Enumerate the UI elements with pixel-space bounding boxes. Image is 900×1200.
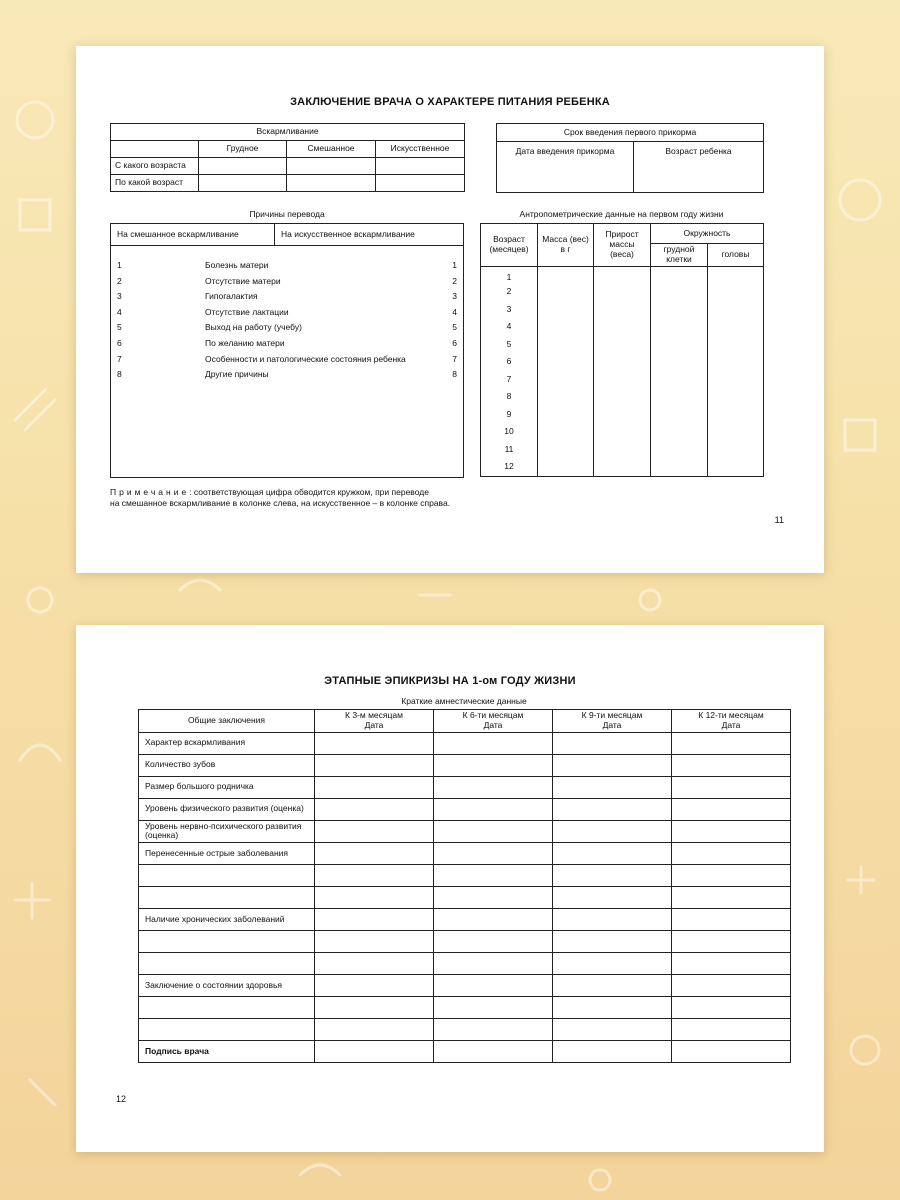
epicrisis-cell[interactable] xyxy=(434,754,553,776)
epicrisis-cell[interactable] xyxy=(434,953,553,975)
feeding-cell[interactable] xyxy=(287,158,376,175)
epicrisis-row xyxy=(139,975,791,997)
footnote-text: : соответствующая цифра обводится кружком, при переводе xyxy=(189,487,429,497)
epicrisis-cell[interactable] xyxy=(315,754,434,776)
epicrisis-row xyxy=(139,1041,791,1063)
anthro-col-chest: грудной клетки xyxy=(651,244,708,267)
col-3-months: К 3-м месяцам Дата xyxy=(315,710,434,733)
row-label xyxy=(139,953,315,975)
epicrisis-cell[interactable] xyxy=(315,931,434,953)
anthro-age: 11 xyxy=(481,441,538,459)
reason-item[interactable] xyxy=(111,307,463,321)
reason-number-mixed[interactable]: 4 xyxy=(117,306,122,317)
epicrisis-cell[interactable] xyxy=(315,1041,434,1063)
epicrisis-row xyxy=(139,997,791,1019)
epicrisis-cell[interactable] xyxy=(672,931,791,953)
epicrisis-cell[interactable] xyxy=(672,732,791,754)
reasons-col-artificial: На искусственное вскармливание xyxy=(281,229,415,239)
anthro-col-mass: Масса (вес) в г xyxy=(538,224,594,267)
anthro-cell[interactable] xyxy=(708,389,764,407)
anthro-cell[interactable] xyxy=(594,319,651,337)
row-label: Уровень физического развития (оценка) xyxy=(139,798,315,820)
epicrisis-row xyxy=(139,887,791,909)
anthro-cell[interactable] xyxy=(651,389,708,407)
anthro-cell[interactable] xyxy=(651,284,708,302)
row-label: Перенесенные острые заболевания xyxy=(139,843,315,865)
epicrisis-cell[interactable] xyxy=(672,887,791,909)
anthro-age: 1 xyxy=(481,266,538,284)
anthro-age: 7 xyxy=(481,371,538,389)
anthro-age: 8 xyxy=(481,389,538,407)
anthro-age: 6 xyxy=(481,354,538,372)
reason-number-mixed[interactable]: 5 xyxy=(117,322,122,333)
epicrisis-cell[interactable] xyxy=(672,1019,791,1041)
reason-text: Гипогалактия xyxy=(205,291,258,302)
epicrisis-cell[interactable] xyxy=(434,798,553,820)
epicrisis-cell[interactable] xyxy=(672,776,791,798)
footnote-label: Примечание xyxy=(110,487,190,497)
reason-number-mixed[interactable]: 2 xyxy=(117,275,122,286)
row-label xyxy=(139,865,315,887)
reasons-col-mixed: На смешанное вскармливание xyxy=(111,224,275,245)
page-11 xyxy=(76,46,824,573)
anthro-row xyxy=(481,459,764,477)
anthro-cell[interactable] xyxy=(538,406,594,424)
reason-text: Болезнь матери xyxy=(205,260,269,270)
reason-item[interactable] xyxy=(111,338,463,352)
epicrisis-cell[interactable] xyxy=(315,975,434,997)
anthro-row xyxy=(481,354,764,372)
anthro-row xyxy=(481,319,764,337)
reasons-caption: Причины перевода xyxy=(249,209,325,219)
anthro-cell[interactable] xyxy=(538,284,594,302)
row-label: Размер большого родничка xyxy=(139,776,315,798)
epicrisis-cell[interactable] xyxy=(434,843,553,865)
reason-number-artificial[interactable]: 4 xyxy=(452,306,457,317)
epicrisis-row xyxy=(139,953,791,975)
epicrisis-cell[interactable] xyxy=(672,820,791,843)
anthro-row xyxy=(481,284,764,302)
reason-item[interactable] xyxy=(111,291,463,305)
feeding-row-from: С какого возраста xyxy=(111,158,199,175)
reason-number-artificial[interactable]: 5 xyxy=(452,322,457,333)
anthro-cell[interactable] xyxy=(594,459,651,477)
reason-item[interactable] xyxy=(111,276,463,290)
row-label xyxy=(139,1019,315,1041)
epicrisis-cell[interactable] xyxy=(553,776,672,798)
anthro-cell[interactable] xyxy=(708,371,764,389)
feeding-header: Вскармливание xyxy=(111,124,465,141)
reason-number-mixed[interactable]: 8 xyxy=(117,369,122,380)
row-label xyxy=(139,997,315,1019)
epicrisis-cell[interactable] xyxy=(672,865,791,887)
epicrisis-cell[interactable] xyxy=(672,975,791,997)
page-number: 11 xyxy=(774,515,784,525)
anthro-age: 3 xyxy=(481,301,538,319)
epicrisis-cell[interactable] xyxy=(315,843,434,865)
anthro-col-age: Возраст (месяцев) xyxy=(481,224,538,267)
page-12 xyxy=(76,625,824,1152)
anthro-age: 2 xyxy=(481,284,538,302)
anthro-row xyxy=(481,389,764,407)
epicrisis-cell[interactable] xyxy=(553,1019,672,1041)
epicrisis-cell[interactable] xyxy=(553,865,672,887)
anthro-table xyxy=(480,223,764,477)
reason-item[interactable] xyxy=(111,354,463,368)
anthro-cell[interactable] xyxy=(708,441,764,459)
epicrisis-cell[interactable] xyxy=(315,776,434,798)
reason-number-artificial[interactable]: 2 xyxy=(452,275,457,286)
anthro-cell[interactable] xyxy=(651,441,708,459)
anthro-col-head: головы xyxy=(708,244,764,267)
anthro-row xyxy=(481,424,764,442)
anthro-cell[interactable] xyxy=(538,389,594,407)
epicrisis-cell[interactable] xyxy=(434,975,553,997)
epicrisis-cell[interactable] xyxy=(434,909,553,931)
feeding-cell[interactable] xyxy=(376,175,465,192)
anthro-cell[interactable] xyxy=(594,424,651,442)
anthro-age: 10 xyxy=(481,424,538,442)
epicrisis-row xyxy=(139,798,791,820)
row-label xyxy=(139,887,315,909)
row-label: Уровень нервно-психического развития (оценка) xyxy=(139,820,315,843)
anthro-cell[interactable] xyxy=(538,354,594,372)
reason-number-mixed[interactable]: 3 xyxy=(117,291,122,302)
anthro-col-gain: Прирост массы (веса) xyxy=(594,224,651,267)
anthro-cell[interactable] xyxy=(651,301,708,319)
row-label: Характер вскармливания xyxy=(139,732,315,754)
anthro-cell[interactable] xyxy=(651,459,708,477)
anthro-cell[interactable] xyxy=(594,336,651,354)
anthro-cell[interactable] xyxy=(708,424,764,442)
epicrisis-cell[interactable] xyxy=(672,843,791,865)
complementary-date[interactable]: Дата введения прикорма xyxy=(497,142,634,193)
epicrisis-cell[interactable] xyxy=(434,865,553,887)
anthro-age: 9 xyxy=(481,406,538,424)
row-label xyxy=(139,931,315,953)
reason-number-artificial[interactable]: 7 xyxy=(452,353,457,364)
epicrisis-cell[interactable] xyxy=(553,887,672,909)
footnote xyxy=(110,487,450,509)
reason-item[interactable] xyxy=(111,369,463,383)
epicrisis-row xyxy=(139,865,791,887)
row-label: Наличие хронических заболеваний xyxy=(139,909,315,931)
epicrisis-table xyxy=(138,709,791,1063)
reason-item[interactable] xyxy=(111,260,463,274)
anthro-cell[interactable] xyxy=(594,284,651,302)
reason-number-artificial[interactable]: 6 xyxy=(452,338,457,348)
reason-text: По желанию матери xyxy=(205,338,285,348)
epicrisis-cell[interactable] xyxy=(434,887,553,909)
epicrisis-row xyxy=(139,909,791,931)
row-label: Количество зубов xyxy=(139,754,315,776)
anthro-row xyxy=(481,336,764,354)
row-label: Подпись врача xyxy=(139,1041,315,1063)
anthro-cell[interactable] xyxy=(594,266,651,284)
complementary-header: Срок введения первого прикорма xyxy=(497,124,764,142)
anthro-cell[interactable] xyxy=(538,301,594,319)
epicrisis-cell[interactable] xyxy=(553,953,672,975)
anthro-age: 12 xyxy=(481,459,538,477)
reason-item[interactable] xyxy=(111,322,463,336)
epicrisis-cell[interactable] xyxy=(672,997,791,1019)
col-6-months: К 6-ти месяцам Дата xyxy=(434,710,553,733)
epicrisis-row xyxy=(139,776,791,798)
epicrisis-cell[interactable] xyxy=(553,754,672,776)
anthro-cell[interactable] xyxy=(538,266,594,284)
anthro-cell[interactable] xyxy=(651,319,708,337)
anthro-cell[interactable] xyxy=(708,459,764,477)
anthro-cell[interactable] xyxy=(651,424,708,442)
epicrisis-cell[interactable] xyxy=(315,997,434,1019)
feeding-cell[interactable] xyxy=(287,175,376,192)
epicrisis-cell[interactable] xyxy=(553,820,672,843)
feeding-cell[interactable] xyxy=(199,158,287,175)
epicrisis-cell[interactable] xyxy=(315,820,434,843)
anthro-cell[interactable] xyxy=(651,266,708,284)
epicrisis-row xyxy=(139,843,791,865)
anthro-cell[interactable] xyxy=(651,336,708,354)
anthro-cell[interactable] xyxy=(594,389,651,407)
reason-text: Отсутствие матери xyxy=(205,275,281,286)
epicrisis-cell[interactable] xyxy=(672,953,791,975)
epicrisis-cell[interactable] xyxy=(553,843,672,865)
anthro-cell[interactable] xyxy=(594,406,651,424)
epicrisis-cell[interactable] xyxy=(434,820,553,843)
epicrisis-cell[interactable] xyxy=(434,1041,553,1063)
page-title: ЭТАПНЫЕ ЭПИКРИЗЫ НА 1-ом ГОДУ ЖИЗНИ xyxy=(324,675,576,687)
reason-number-mixed[interactable]: 1 xyxy=(117,260,122,270)
reason-text: Особенности и патологические состояния ребенка xyxy=(205,353,406,364)
epicrisis-cell[interactable] xyxy=(315,798,434,820)
anthro-cell[interactable] xyxy=(651,354,708,372)
col-9-months: К 9-ти месяцам Дата xyxy=(553,710,672,733)
anthro-cell[interactable] xyxy=(708,406,764,424)
epicrisis-cell[interactable] xyxy=(434,732,553,754)
reason-text: Другие причины xyxy=(205,369,269,380)
feeding-col-artificial: Искусственное xyxy=(376,141,465,158)
epicrisis-cell[interactable] xyxy=(553,997,672,1019)
feeding-row-to: По какой возраст xyxy=(111,175,199,192)
epicrisis-cell[interactable] xyxy=(434,997,553,1019)
epicrisis-cell[interactable] xyxy=(672,798,791,820)
epicrisis-cell[interactable] xyxy=(672,909,791,931)
epicrisis-row xyxy=(139,820,791,843)
anthro-cell[interactable] xyxy=(708,301,764,319)
anthro-cell[interactable] xyxy=(651,371,708,389)
epicrisis-cell[interactable] xyxy=(672,754,791,776)
anthro-cell[interactable] xyxy=(538,441,594,459)
row-label: Заключение о состоянии здоровья xyxy=(139,975,315,997)
epicrisis-cell[interactable] xyxy=(553,732,672,754)
reason-number-artificial[interactable]: 3 xyxy=(452,291,457,302)
epicrisis-row xyxy=(139,1019,791,1041)
epicrisis-cell[interactable] xyxy=(553,975,672,997)
anthro-row xyxy=(481,406,764,424)
col-general: Общие заключения xyxy=(139,710,315,733)
epicrisis-cell[interactable] xyxy=(315,909,434,931)
anthro-cell[interactable] xyxy=(708,336,764,354)
epicrisis-cell[interactable] xyxy=(315,865,434,887)
col-12-months: К 12-ти месяцам Дата xyxy=(672,710,791,733)
epicrisis-row xyxy=(139,732,791,754)
feeding-col-mixed: Смешанное xyxy=(287,141,376,158)
epicrisis-cell[interactable] xyxy=(553,798,672,820)
reasons-box xyxy=(110,223,464,478)
epicrisis-cell[interactable] xyxy=(315,732,434,754)
anthro-col-circ: Окружность xyxy=(651,224,764,244)
epicrisis-cell[interactable] xyxy=(315,1019,434,1041)
feeding-col-breast: Грудное xyxy=(199,141,287,158)
complementary-table xyxy=(496,123,764,193)
anthro-row xyxy=(481,371,764,389)
anthro-cell[interactable] xyxy=(538,459,594,477)
anthro-cell[interactable] xyxy=(708,284,764,302)
epicrisis-cell[interactable] xyxy=(315,887,434,909)
anthro-cell[interactable] xyxy=(538,319,594,337)
page-title: ЗАКЛЮЧЕНИЕ ВРАЧА О ХАРАКТЕРЕ ПИТАНИЯ РЕБЕНКА xyxy=(290,96,610,108)
anthro-caption: Антропометрические данные на первом году жизни xyxy=(519,209,724,219)
anthro-row xyxy=(481,301,764,319)
epicrisis-row xyxy=(139,754,791,776)
reason-number-artificial[interactable]: 8 xyxy=(452,369,457,380)
epicrisis-cell[interactable] xyxy=(434,776,553,798)
reason-text: Отсутствие лактации xyxy=(205,306,289,317)
anthro-age: 4 xyxy=(481,319,538,337)
feeding-cell[interactable] xyxy=(376,158,465,175)
anthro-cell[interactable] xyxy=(708,319,764,337)
page-number: 12 xyxy=(116,1094,127,1104)
epicrisis-cell[interactable] xyxy=(553,931,672,953)
reason-text: Выход на работу (учебу) xyxy=(205,322,302,333)
anthro-cell[interactable] xyxy=(708,354,764,372)
footnote-text-2: на смешанное вскармливание в колонке слева, на искусственное – в колонке справа. xyxy=(110,498,451,509)
anthro-cell[interactable] xyxy=(594,441,651,459)
anthro-row xyxy=(481,441,764,459)
reason-number-artificial[interactable]: 1 xyxy=(452,260,457,270)
anthro-cell[interactable] xyxy=(651,406,708,424)
anthro-cell[interactable] xyxy=(594,354,651,372)
feeding-corner xyxy=(111,141,199,158)
anthro-cell[interactable] xyxy=(594,371,651,389)
anthro-cell[interactable] xyxy=(708,266,764,284)
epicrisis-cell[interactable] xyxy=(434,931,553,953)
feeding-table xyxy=(110,123,465,192)
anthro-row xyxy=(481,266,764,284)
anthro-cell[interactable] xyxy=(594,301,651,319)
reason-number-mixed[interactable]: 7 xyxy=(117,353,122,364)
epicrisis-row xyxy=(139,931,791,953)
feeding-cell[interactable] xyxy=(199,175,287,192)
epicrisis-cell[interactable] xyxy=(315,953,434,975)
complementary-age[interactable]: Возраст ребенка xyxy=(634,142,764,193)
anthro-cell[interactable] xyxy=(538,424,594,442)
epicrisis-cell[interactable] xyxy=(553,909,672,931)
epicrisis-cell[interactable] xyxy=(553,1041,672,1063)
page-subtitle: Краткие амнестические данные xyxy=(401,696,527,706)
reason-number-mixed[interactable]: 6 xyxy=(117,338,122,348)
anthro-cell[interactable] xyxy=(538,371,594,389)
epicrisis-cell[interactable] xyxy=(434,1019,553,1041)
epicrisis-cell[interactable] xyxy=(672,1041,791,1063)
anthro-age: 5 xyxy=(481,336,538,354)
anthro-cell[interactable] xyxy=(538,336,594,354)
